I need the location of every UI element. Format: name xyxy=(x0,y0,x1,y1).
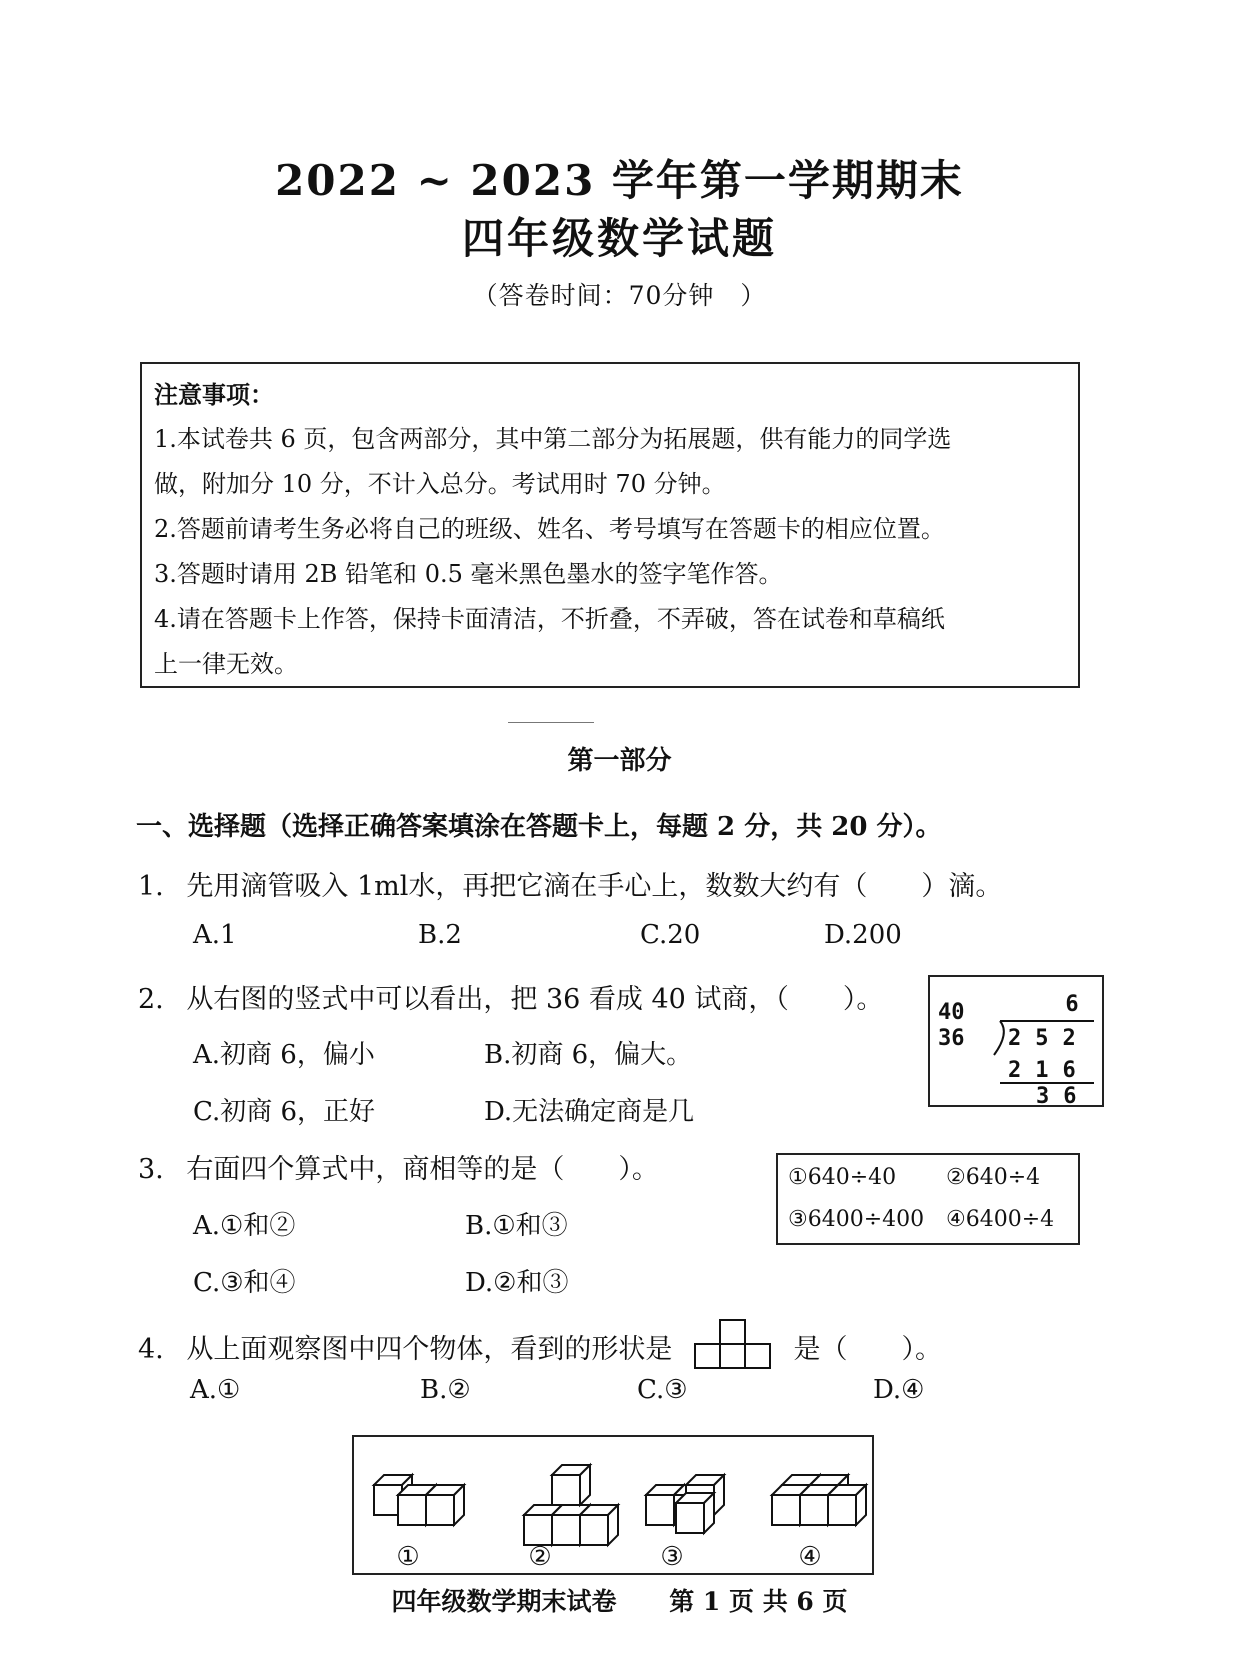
cube-objects-figure xyxy=(352,1435,874,1575)
question-number: 2. xyxy=(138,984,164,1015)
notice-line: 1.本试卷共 6 页，包含两部分，其中第二部分为拓展题，供有能力的同学选 xyxy=(154,425,952,453)
q1-option-c: C.20 xyxy=(640,920,701,950)
expression-1: ①640÷40 xyxy=(788,1165,897,1190)
cube-object-3 xyxy=(646,1475,724,1533)
q2-option-d: D.无法确定商是几 xyxy=(484,1097,695,1127)
exam-title-year: 2022 ~ 2023 学年第一学期期末 xyxy=(275,156,964,205)
notice-line: 3.答题时请用 2B 铅笔和 0.5 毫米黑色墨水的签字笔作答。 xyxy=(154,560,783,588)
q3-option-a: A.①和② xyxy=(193,1211,296,1241)
question-number: 1. xyxy=(138,871,164,902)
division-dividend: 252 xyxy=(1008,1026,1090,1051)
division-rounded-divisor: 40 xyxy=(938,1000,965,1025)
q4-option-c: C.③ xyxy=(637,1375,688,1405)
question-2 xyxy=(138,977,883,1016)
division-quotient: 6 xyxy=(1065,992,1079,1017)
long-division-figure xyxy=(928,975,1104,1107)
division-bracket xyxy=(994,1021,1004,1055)
page-footer xyxy=(0,1582,1239,1618)
expression-3: ③6400÷400 xyxy=(788,1207,925,1232)
q3-option-d: D.②和③ xyxy=(465,1268,569,1298)
question-1 xyxy=(138,864,1002,903)
q4-option-b: B.② xyxy=(420,1375,471,1405)
divider xyxy=(508,722,594,723)
question-text: 先用滴管吸入 1ml水，再把它滴在手心上，数数大约有（ ）滴。 xyxy=(186,871,1003,902)
q1-option-b: B.2 xyxy=(418,920,462,950)
cube-object-2 xyxy=(524,1465,618,1545)
cube-label-2: ② xyxy=(528,1542,552,1572)
cube-label-4: ④ xyxy=(798,1542,822,1572)
question-text: 从右图的竖式中可以看出，把 36 看成 40 试商，（ ）。 xyxy=(186,984,884,1015)
expression-box xyxy=(776,1153,1080,1245)
question-text-end: 是（ ）。 xyxy=(793,1334,943,1365)
expression-2: ②640÷4 xyxy=(946,1165,1041,1190)
q3-option-b: B.①和③ xyxy=(465,1211,568,1241)
footer-title: 四年级数学期末试卷 xyxy=(391,1587,617,1616)
cube-label-3: ③ xyxy=(660,1542,684,1572)
q3-option-c: C.③和④ xyxy=(193,1268,296,1298)
notice-line: 4.请在答题卡上作答，保持卡面清洁，不折叠，不弄破，答在试卷和草稿纸 xyxy=(154,605,945,633)
q4-option-a: A.① xyxy=(190,1375,241,1405)
notice-line: 做，附加分 10 分，不计入总分。考试用时 70 分钟。 xyxy=(154,470,726,498)
q2-option-a: A.初商 6，偏小 xyxy=(193,1040,375,1070)
page-number: 第 1 页 共 6 页 xyxy=(669,1587,848,1616)
question-number: 3. xyxy=(138,1154,164,1185)
q2-option-b: B.初商 6，偏大。 xyxy=(484,1040,693,1070)
q1-option-a: A.1 xyxy=(193,920,237,950)
question-text: 从上面观察图中四个物体，看到的形状是 xyxy=(186,1334,673,1365)
q1-option-d: D.200 xyxy=(824,920,902,950)
top-view-shape-icon xyxy=(691,1318,775,1372)
expression-4: ④6400÷4 xyxy=(946,1207,1055,1232)
question-number: 4. xyxy=(138,1334,164,1365)
exam-title-subject: 四年级数学试题 xyxy=(461,214,777,263)
part-title: 第一部分 xyxy=(567,746,672,776)
question-4 xyxy=(138,1318,942,1372)
question-3 xyxy=(138,1147,659,1186)
division-product: 216 xyxy=(1008,1058,1090,1083)
notice-heading: 注意事项： xyxy=(154,380,274,409)
notice-line: 2.答题前请考生务必将自己的班级、姓名、考号填写在答题卡的相应位置。 xyxy=(154,515,945,543)
q4-option-d: D.④ xyxy=(873,1375,925,1405)
cube-object-4 xyxy=(772,1475,866,1525)
cube-label-1: ① xyxy=(396,1542,420,1572)
exam-duration: （答卷时间：70分钟 ） xyxy=(472,281,767,310)
q2-option-c: C.初商 6，正好 xyxy=(193,1097,376,1127)
notice-line: 上一律无效。 xyxy=(154,650,298,678)
section-title: 一、选择题（选择正确答案填涂在答题卡上，每题 2 分，共 20 分）。 xyxy=(136,812,942,842)
question-text: 右面四个算式中，商相等的是（ ）。 xyxy=(186,1154,659,1185)
cube-object-1 xyxy=(374,1475,464,1525)
notice-box xyxy=(140,362,1080,688)
division-divisor: 36 xyxy=(938,1026,965,1051)
division-remainder: 36 xyxy=(1036,1084,1091,1105)
